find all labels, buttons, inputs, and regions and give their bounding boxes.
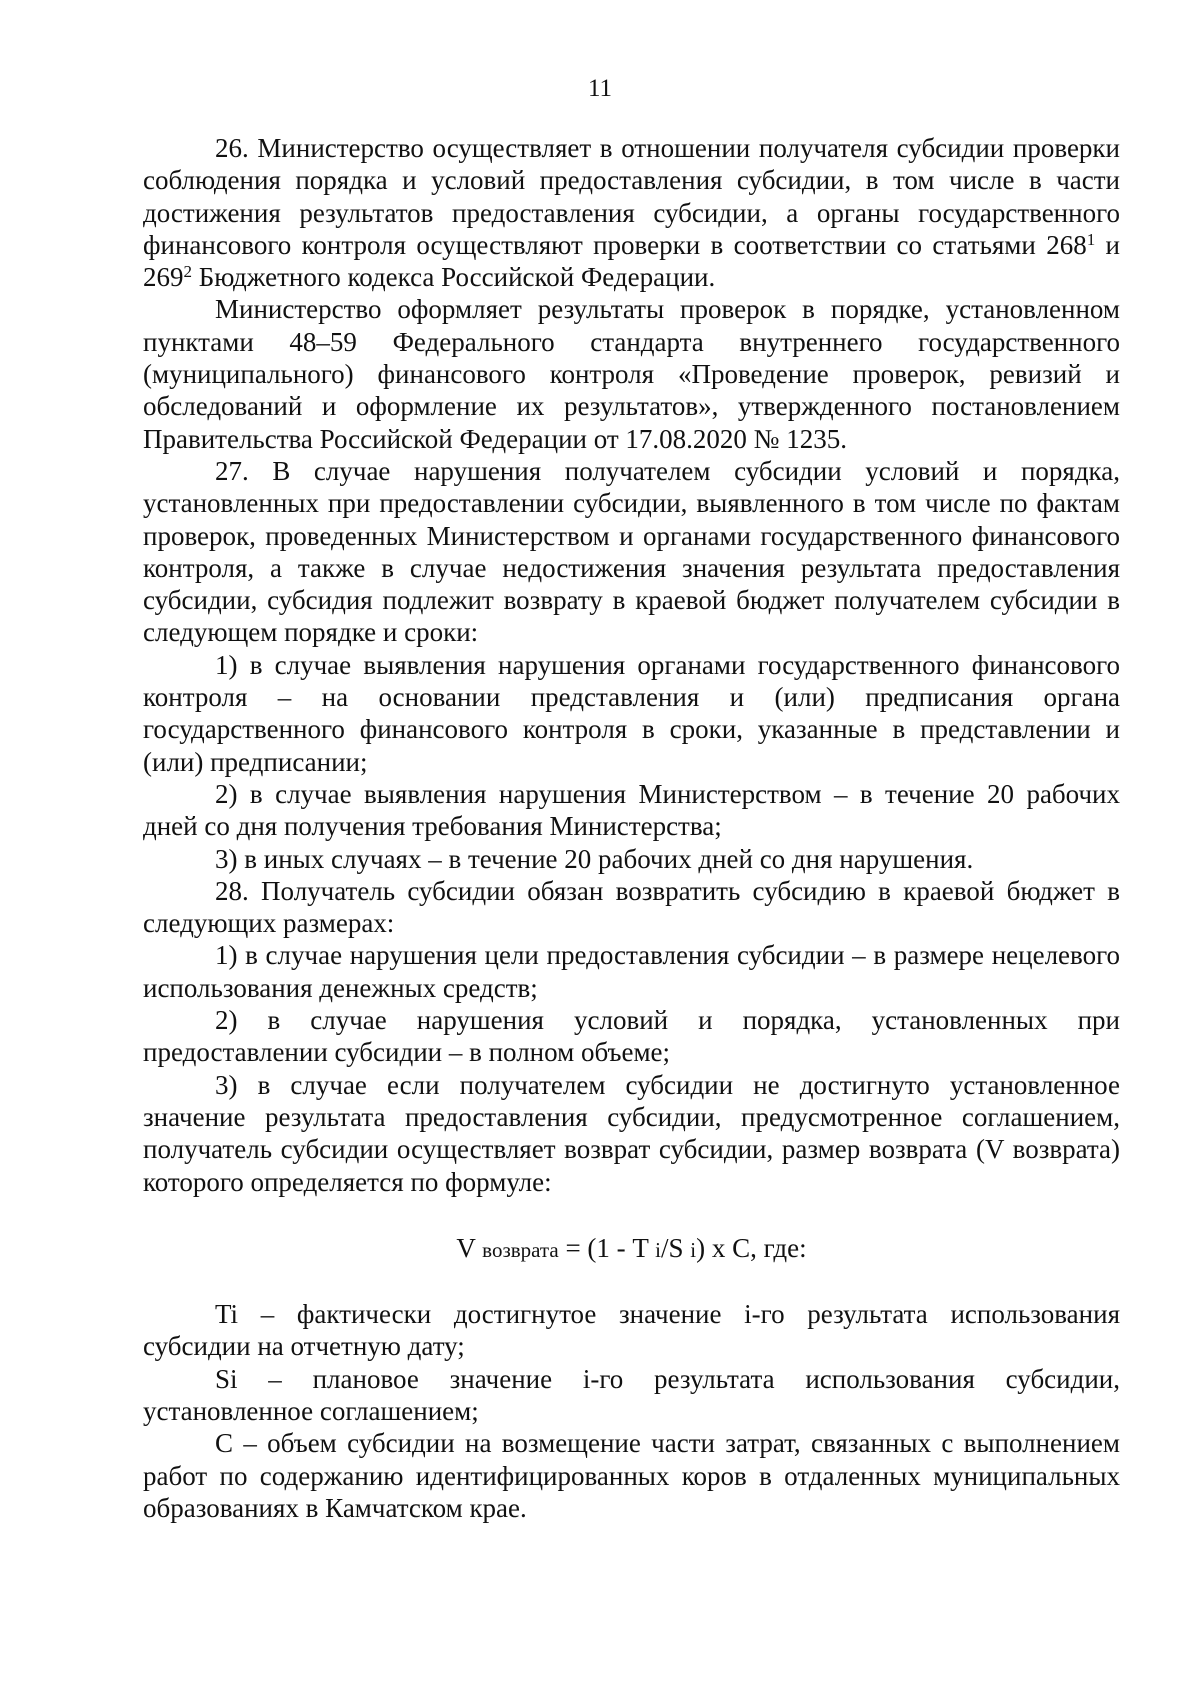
definition-si: Si – плановое значение i-го результата использования субсидии, установленное соглашением;	[143, 1363, 1120, 1426]
paragraph-27: 27. В случае нарушения получателем субсидии условий и порядка, установленных при предоставлении субсидии, выявленного в том числе по фактам проверок, проведенных Министерством и органами государственного финансового контроля, а также в случае недостижения значения результата предоставления субсидии, субсидия подлежит возврату в краевой бюджет получателем субсидии в следующем порядке и сроки:	[143, 455, 1120, 648]
list-item-27-1: 1) в случае выявления нарушения органами государственного финансового контроля – на основании представления и (или) предписания органа государственного финансового контроля в сроки, указанные в представлении и (или) предписании;	[143, 649, 1120, 777]
list-item-28-2: 2) в случае нарушения условий и порядка, установленных при предоставлении субсидии – в полном объеме;	[143, 1005, 1120, 1068]
list-item-27-2: 2) в случае выявления нарушения Министерством – в течение 20 рабочих дней со дня получения требования Министерства;	[143, 778, 1120, 842]
superscript-2: 2	[183, 262, 192, 282]
paragraph-inspection-results: Министерство оформляет результаты проверок в порядке, установленном пунктами 48–59 Федерального стандарта внутреннего государственного (муниципального) финансового контроля «Проведение проверок, ревизий и обследований и оформление их результатов», утвержденного постановлением Правительства Российской Федерации от 17.08.2020 № 1235.	[143, 294, 1120, 454]
formula-equals: = (1 - T	[558, 1232, 656, 1263]
paragraph-26	[143, 132, 1120, 293]
definition-ti: Ti – фактически достигнутое значение i-го результата использования субсидии на отчетную дату;	[143, 1299, 1120, 1362]
page-number: 11	[587, 75, 613, 102]
formula-divide: /S	[661, 1232, 691, 1263]
paragraph-26-middle: и 269	[143, 229, 1120, 293]
paragraph-26-text: 26. Министерство осуществляет в отношении получателя субсидии проверки соблюдения порядка и условий предоставления субсидии, в том числе в части достижения результатов предоставления субсидии, а органы государственного финансового контроля осуществляют проверки в соответствии со статьями 268	[143, 133, 1120, 260]
paragraph-26-end: Бюджетного кодекса Российской Федерации.	[192, 262, 716, 293]
formula-si-subscript: i	[690, 1237, 697, 1262]
formula-tail: ) x C, где:	[696, 1232, 807, 1263]
document-body	[143, 132, 1120, 1524]
return-formula	[143, 1232, 1120, 1266]
superscript-1: 1	[1086, 229, 1096, 249]
definition-c: C – объем субсидии на возмещение части затрат, связанных с выполнением работ по содержанию идентифицированных коров в отдаленных муниципальных образованиях в Камчатском крае.	[143, 1428, 1120, 1523]
list-item-28-1: 1) в случае нарушения цели предоставления субсидии – в размере нецелевого использования денежных средств;	[143, 940, 1120, 1003]
paragraph-28: 28. Получатель субсидии обязан возвратить субсидию в краевой бюджет в следующих размерах:	[143, 875, 1120, 939]
formula-v: V	[456, 1232, 483, 1263]
list-item-27-3: 3) в иных случаях – в течение 20 рабочих дней со дня нарушения.	[215, 843, 974, 874]
list-item-28-3: 3) в случае если получателем субсидии не достигнуто установленное значение результата предоставления субсидии, предусмотренное соглашением, получатель субсидии осуществляет возврат субсидии, размер возврата (V возврата) которого определяется по формуле:	[143, 1069, 1120, 1197]
formula-v-subscript: возврата	[482, 1237, 559, 1262]
formula-ti-subscript: i	[655, 1237, 661, 1262]
